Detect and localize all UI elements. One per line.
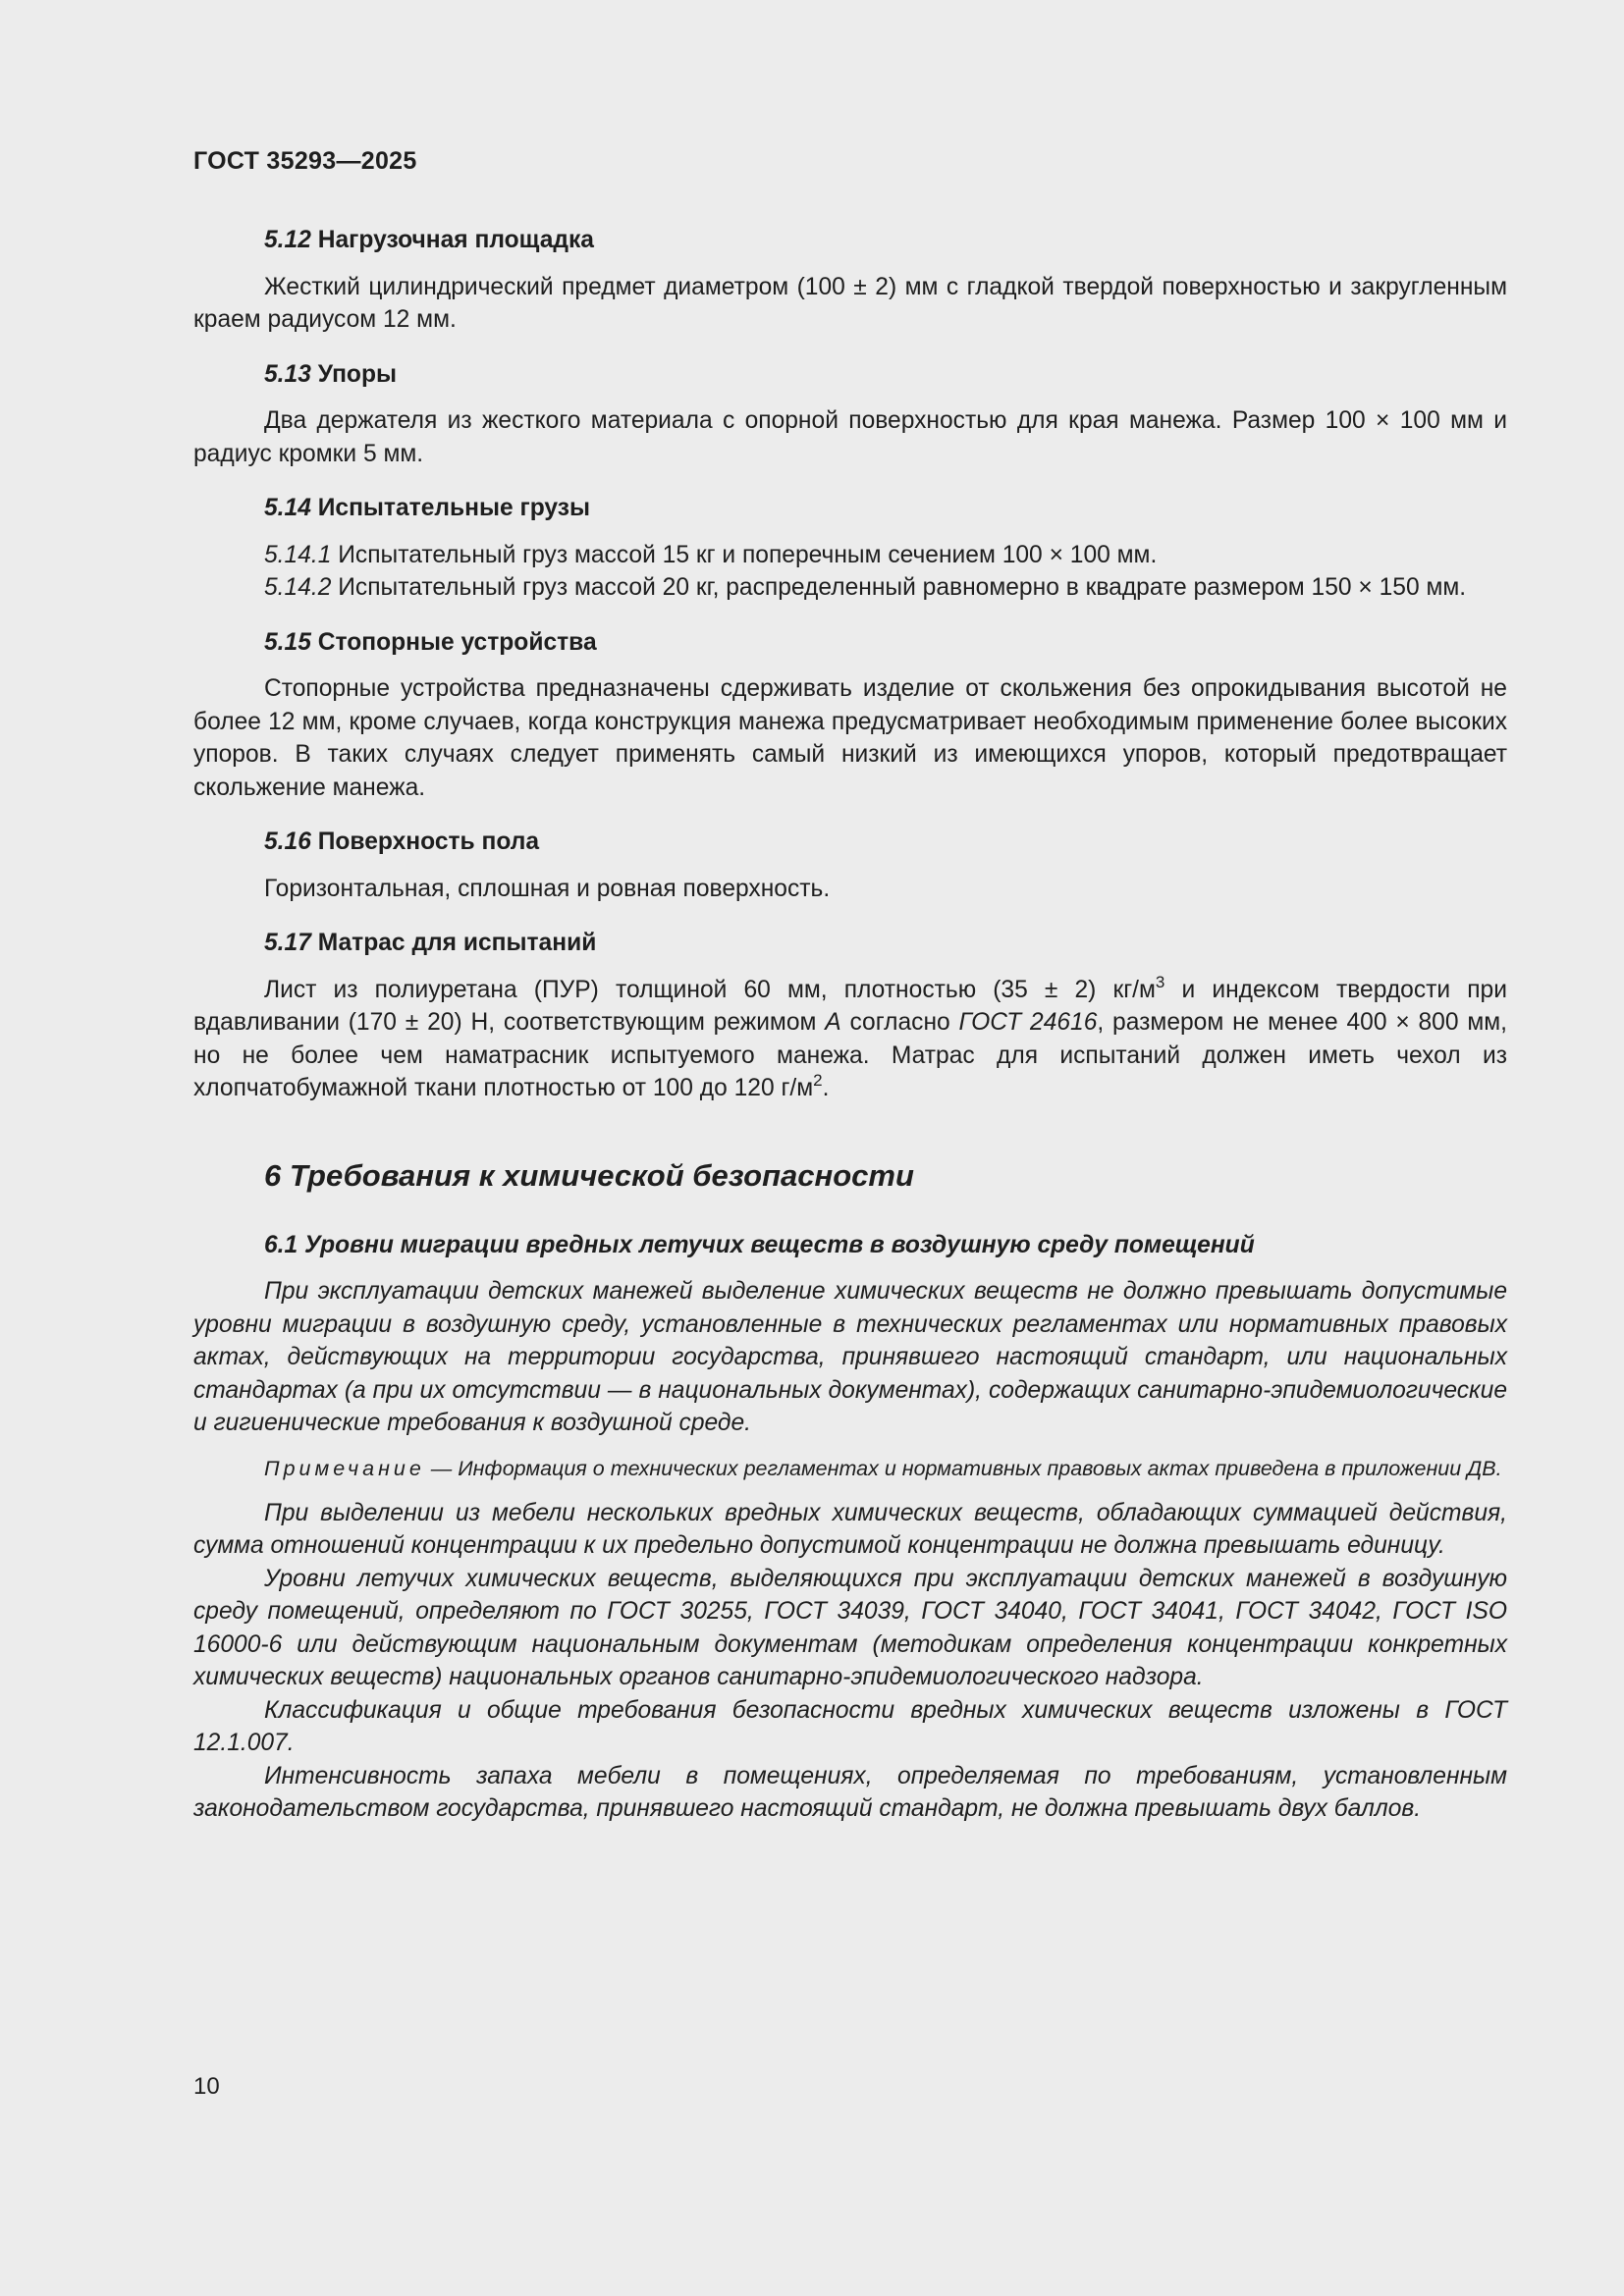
- clause-6-1-paragraph: Уровни летучих химических веществ, выделяющихся при эксплуатации детских манежей в воздушную среду помещений, определяют по ГОСТ 30255, ГОСТ 34039, ГОСТ 34040, ГОСТ 34041, ГОСТ 34042, ГОСТ ISO 16000-6 или действующим национальным документам (методикам определения концентрации конкретных химических веществ) национальных органов санитарно-эпидемиологического надзора.: [193, 1565, 1507, 1690]
- clause-5-12-text: Жесткий цилиндрический предмет диаметром (100 ± 2) мм с гладкой твердой поверхностью и закругленным краем радиусом 12 мм.: [193, 273, 1507, 333]
- clause-5-13-heading: [193, 358, 1507, 392]
- clause-5-17-heading: [193, 927, 1507, 960]
- subclause-number: 5.14.2: [264, 574, 332, 601]
- mode-reference: А: [825, 1009, 841, 1036]
- subclause-number: 5.14.1: [264, 541, 332, 568]
- clause-number: 5.15: [264, 628, 311, 656]
- note-label: Примечание: [264, 1456, 425, 1480]
- text-run: и индексом твердости при вдавливании (170 ± 20) Н, соответствующим режимом: [193, 976, 1507, 1036]
- clause-5-16-heading: [193, 826, 1507, 859]
- note-text: — Информация о технических регламентах и нормативных правовых актах приведена в приложении ДВ.: [424, 1456, 1502, 1480]
- document-header: ГОСТ 35293—2025: [193, 147, 417, 175]
- clause-6-1-paragraph: При выделении из мебели нескольких вредных химических веществ, обладающих суммацией действия, сумма отношений концентрации к их предельно допустимой концентрации не должна превышать единицу.: [193, 1499, 1507, 1559]
- clause-title: Матрас для испытаний: [317, 930, 597, 956]
- superscript: 3: [1155, 972, 1165, 991]
- clause-5-12-heading: [193, 224, 1507, 257]
- page-number: 10: [193, 2073, 220, 2100]
- clause-5-17-text: [193, 974, 1507, 1105]
- clause-6-1-heading: 6.1 Уровни миграции вредных летучих веществ в воздушную среду помещений: [264, 1231, 1255, 1258]
- document-body: [193, 224, 1507, 1826]
- clause-6-1-paragraph: Классификация и общие требования безопасности вредных химических веществ изложены в ГОСТ 12.1.007.: [193, 1696, 1507, 1756]
- clause-title: Испытательные грузы: [317, 495, 591, 521]
- clause-title: Поверхность пола: [317, 828, 540, 855]
- clause-5-14-1: [193, 539, 1507, 572]
- text-run: согласно: [840, 1009, 959, 1036]
- note: [193, 1454, 1507, 1483]
- clause-5-15-heading: [193, 626, 1507, 660]
- standard-reference: ГОСТ 24616: [958, 1009, 1098, 1036]
- clause-5-14-heading: [193, 492, 1507, 525]
- text-run: .: [822, 1075, 830, 1101]
- clause-5-14-2: [193, 571, 1507, 605]
- clause-title: Нагрузочная площадка: [317, 227, 594, 253]
- clause-number: 5.17: [264, 930, 311, 956]
- clause-5-13-text: Два держателя из жесткого материала с опорной поверхностью для края манежа. Размер 100 × 100 мм и радиус кромки 5 мм.: [193, 407, 1507, 467]
- clause-5-15-text: Стопорные устройства предназначены сдерживать изделие от скольжения без опрокидывания высотой не более 12 мм, кроме случаев, когда конструкция манежа предусматривает необходимым применение более высоких упоров. В таких случаях следует применять самый низкий из имеющихся упоров, который предотвращает скольжение манежа.: [193, 675, 1507, 801]
- clause-6-1-paragraph: Интенсивность запаха мебели в помещениях, определяемая по требованиям, установленным законодательством государства, принявшего настоящий стандарт, не должна превышать двух баллов.: [193, 1762, 1507, 1822]
- clause-number: 5.12: [264, 227, 311, 253]
- superscript: 2: [813, 1071, 823, 1090]
- clause-5-16-text: Горизонтальная, сплошная и ровная поверхность.: [264, 875, 831, 902]
- clause-number: 5.16: [264, 828, 311, 855]
- clause-6-1-paragraph: При эксплуатации детских манежей выделение химических веществ не должно превышать допустимые уровни миграции в воздушную среду, установленные в технических регламентах или нормативных правовых актах, действующих на территории государства, принявшего настоящий стандарт, или национальных стандартах (а при их отсутствии — в национальных документах), содержащих санитарно-эпидемиологические и гигиенические требования к воздушной среде.: [193, 1278, 1507, 1436]
- clause-title: Стопорные устройства: [317, 628, 597, 656]
- text-run: , размером не менее 400 × 800 мм, но не более чем наматрасник испытуемого манежа. Матрас для испытаний должен иметь чехол из хлопчатобумажной ткани плотностью от 100 до 120 г/м: [193, 1009, 1507, 1101]
- clause-number: 5.13: [264, 360, 311, 388]
- subclause-text: Испытательный груз массой 20 кг, распределенный равномерно в квадрате размером 150 × 150 мм.: [338, 574, 1467, 601]
- section-6-heading: 6 Требования к химической безопасности: [264, 1157, 914, 1193]
- clause-title: Упоры: [317, 360, 397, 388]
- text-run: Лист из полиуретана (ПУР) толщиной 60 мм, плотностью (35 ± 2) кг/м: [264, 976, 1156, 1003]
- subclause-text: Испытательный груз массой 15 кг и поперечным сечением 100 × 100 мм.: [338, 541, 1158, 568]
- clause-number: 5.14: [264, 495, 311, 521]
